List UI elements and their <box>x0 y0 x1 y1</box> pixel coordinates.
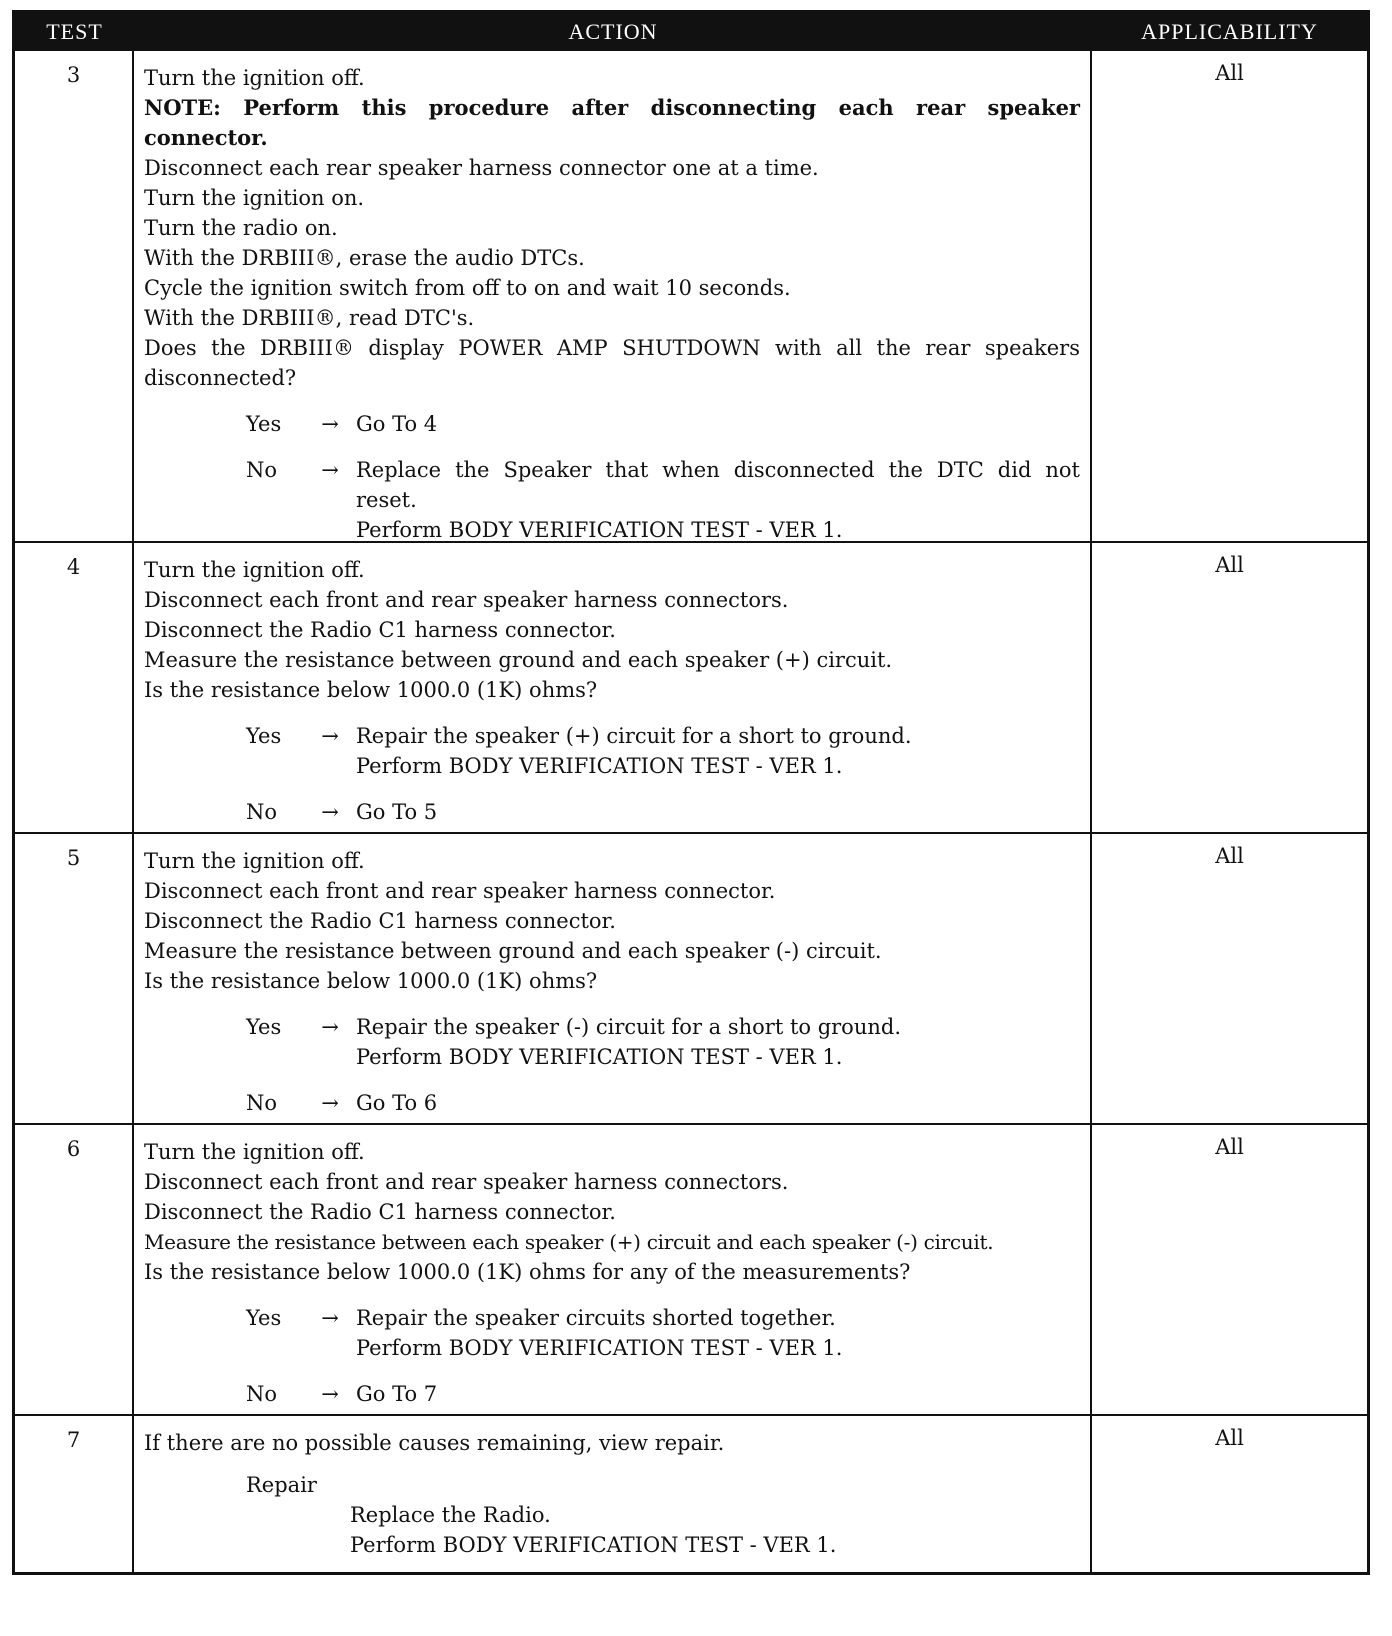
action-line: Disconnect the Radio C1 harness connector. <box>144 1200 616 1224</box>
repair-line: Replace the Radio. <box>350 1503 551 1527</box>
header-action: ACTION <box>568 19 658 44</box>
header-applicability: APPLICABILITY <box>1141 19 1318 44</box>
no-option <box>144 1088 1080 1118</box>
question-line: Is the resistance below 1000.0 (1K) ohms? <box>144 969 598 993</box>
table-row <box>15 1123 1367 1414</box>
action-line: With the DRBIII®, read DTC's. <box>144 306 475 330</box>
yes-result-line: Perform BODY VERIFICATION TEST - VER 1. <box>356 1336 843 1360</box>
action-line: Measure the resistance between each speaker (+) circuit and each speaker (-) circuit. <box>144 1230 994 1254</box>
no-label: No <box>246 458 278 482</box>
applicability-cell: All <box>1215 1135 1244 1159</box>
action-line: Disconnect each front and rear speaker harness connectors. <box>144 1170 789 1194</box>
action-line: Turn the ignition off. <box>144 558 365 582</box>
action-cell <box>134 543 1092 832</box>
action-line: Turn the ignition on. <box>144 186 365 210</box>
question-line: Is the resistance below 1000.0 (1K) ohms? <box>144 678 598 702</box>
arrow-icon: → <box>321 1306 339 1330</box>
no-option <box>144 1379 1080 1409</box>
question-line: Does the DRBIII® display POWER AMP SHUTDOWN with all the rear speakers disconnected? <box>144 336 1080 390</box>
yes-result: Go To 4 <box>356 412 438 436</box>
action-cell <box>134 834 1092 1123</box>
no-result <box>356 455 1080 545</box>
arrow-icon: → <box>321 1382 339 1406</box>
yes-option <box>144 721 1080 781</box>
action-line: Disconnect each front and rear speaker harness connector. <box>144 879 776 903</box>
arrow-icon: → <box>321 1015 339 1039</box>
action-line: If there are no possible causes remaining, view repair. <box>144 1431 725 1455</box>
yes-option <box>144 1012 1080 1072</box>
action-line: Cycle the ignition switch from off to on and wait 10 seconds. <box>144 276 791 300</box>
yes-result <box>356 1012 1080 1072</box>
yes-result-line: Repair the speaker circuits shorted together. <box>356 1306 836 1330</box>
yes-label: Yes <box>246 1306 282 1330</box>
no-result-line: Perform BODY VERIFICATION TEST - VER 1. <box>356 518 843 542</box>
yes-label: Yes <box>246 724 282 748</box>
test-number: 5 <box>15 834 134 1123</box>
action-line: Turn the radio on. <box>144 216 338 240</box>
applicability-cell: All <box>1215 553 1244 577</box>
action-line: Disconnect each rear speaker harness connector one at a time. <box>144 156 819 180</box>
test-number: 4 <box>15 543 134 832</box>
action-line: Disconnect each front and rear speaker harness connectors. <box>144 588 789 612</box>
arrow-icon: → <box>321 458 339 482</box>
no-label: No <box>246 1091 278 1115</box>
action-line: Turn the ignition off. <box>144 66 365 90</box>
no-label: No <box>246 800 278 824</box>
table-row <box>15 51 1367 541</box>
applicability-cell: All <box>1215 61 1244 85</box>
action-cell <box>134 1416 1092 1572</box>
no-option <box>144 797 1080 827</box>
no-result: Go To 6 <box>356 1091 438 1115</box>
action-line: Measure the resistance between ground and each speaker (-) circuit. <box>144 939 882 963</box>
action-line: Turn the ignition off. <box>144 849 365 873</box>
action-cell <box>134 1125 1092 1414</box>
yes-option <box>144 1303 1080 1363</box>
table-row <box>15 1414 1367 1572</box>
no-result: Go To 7 <box>356 1382 438 1406</box>
no-label: No <box>246 1382 278 1406</box>
yes-option <box>144 409 1080 439</box>
action-line: Disconnect the Radio C1 harness connector. <box>144 909 616 933</box>
test-number: 3 <box>15 51 134 541</box>
yes-result <box>356 721 1080 781</box>
yes-result-line: Perform BODY VERIFICATION TEST - VER 1. <box>356 1045 843 1069</box>
yes-result-line: Perform BODY VERIFICATION TEST - VER 1. <box>356 754 843 778</box>
table-row <box>15 832 1367 1123</box>
action-cell <box>134 51 1092 541</box>
yes-result-line: Repair the speaker (-) circuit for a short to ground. <box>356 1015 901 1039</box>
table-header <box>15 13 1367 51</box>
table-row <box>15 541 1367 832</box>
yes-label: Yes <box>246 412 282 436</box>
no-option <box>144 455 1080 545</box>
header-test: TEST <box>46 19 103 44</box>
no-result-line: Replace the Speaker that when disconnected the DTC did not reset. <box>356 458 1080 512</box>
applicability-cell: All <box>1215 844 1244 868</box>
note-line: NOTE: Perform this procedure after disconnecting each rear speaker connector. <box>144 95 1080 150</box>
arrow-icon: → <box>321 800 339 824</box>
applicability-cell: All <box>1215 1426 1244 1450</box>
yes-label: Yes <box>246 1015 282 1039</box>
yes-result-line: Repair the speaker (+) circuit for a short to ground. <box>356 724 912 748</box>
test-number: 6 <box>15 1125 134 1414</box>
action-line: With the DRBIII®, erase the audio DTCs. <box>144 246 585 270</box>
action-line: Disconnect the Radio C1 harness connector. <box>144 618 616 642</box>
yes-result <box>356 1303 1080 1363</box>
action-line: Measure the resistance between ground and each speaker (+) circuit. <box>144 648 893 672</box>
question-line: Is the resistance below 1000.0 (1K) ohms for any of the measurements? <box>144 1260 911 1284</box>
action-line: Turn the ignition off. <box>144 1140 365 1164</box>
test-number: 7 <box>15 1416 134 1572</box>
arrow-icon: → <box>321 724 339 748</box>
arrow-icon: → <box>321 1091 339 1115</box>
arrow-icon: → <box>321 412 339 436</box>
repair-line: Perform BODY VERIFICATION TEST - VER 1. <box>350 1533 837 1557</box>
diagnostic-table <box>12 10 1370 1575</box>
repair-label: Repair <box>246 1473 317 1497</box>
no-result: Go To 5 <box>356 800 438 824</box>
